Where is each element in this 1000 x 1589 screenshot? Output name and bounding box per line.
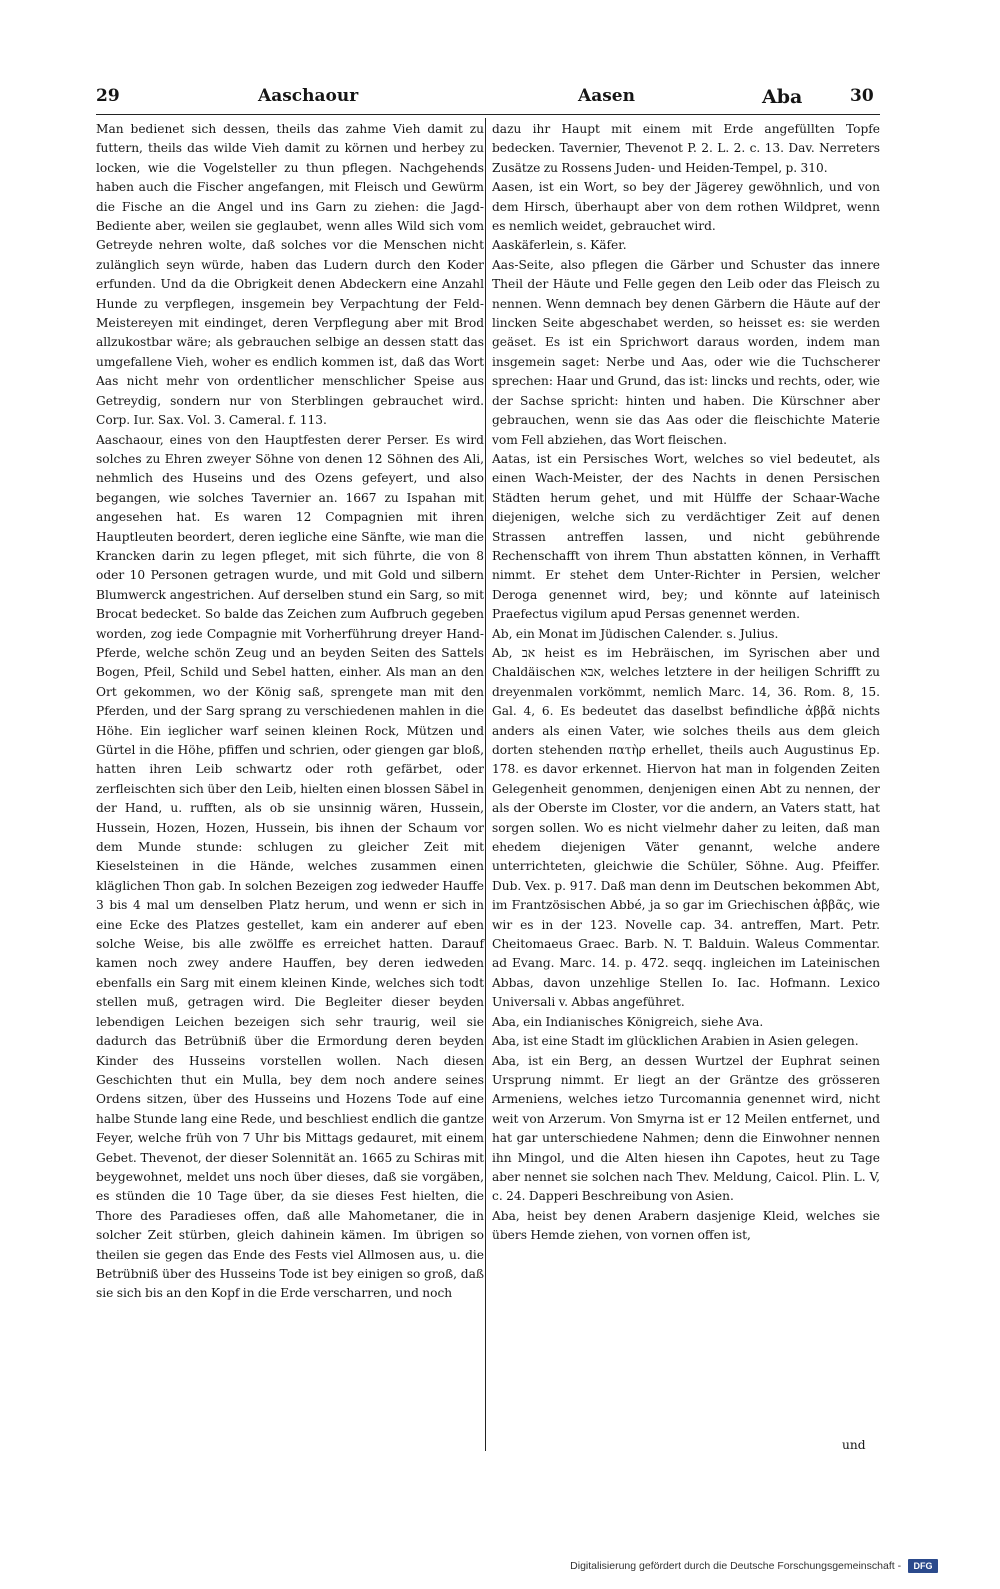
catchword: und	[842, 1438, 866, 1452]
dfg-logo-icon: DFG	[908, 1559, 938, 1573]
paragraph: Aba, heist bey denen Arabern dasjenige Kleid, welches sie übers Hemde ziehen, von vornen offen ist,	[492, 1208, 880, 1243]
page-number-left: 29	[96, 86, 120, 106]
footer-text: Digitalisierung gefördert durch die Deutsche Forschungsgemeinschaft -	[570, 1559, 902, 1572]
paragraph: Aba, ist eine Stadt im glücklichen Arabien in Asien gelegen.	[492, 1034, 859, 1049]
paragraph: Aas-Seite, also pflegen die Gärber und Schuster das innere Theil der Häute und Felle gegen den Leib oder das Fleisch zu nennen. Wenn demnach bey denen Gärbern die Häute auf der lincken Seite abgeschabet werden, so heisset es: sie werden geäset. Es ist ein Sprichwort daraus worden, indem man insgemein saget: Nerbe und Aas, oder wie die Tuchscherer sprechen: Haar und Grund, das ist: lincks und rechts, oder, wie der Sachse spricht: hinten und haben. Die Kürschner aber gebrauchen, wenn sie das Aas oder die fleischichte Materie vom Fell abziehen, das Wort fleischen.	[492, 257, 880, 447]
left-column	[96, 120, 484, 1304]
running-head-middle: Aasen	[578, 86, 635, 106]
paragraph: Man bedienet sich dessen, theils das zahme Vieh damit zu futtern, theils das wilde Vieh damit zu körnen und herbey zu locken, wie die Vogelsteller zu thun pflegen. Nachgehends haben auch die Fischer angefangen, mit Fleisch und Gewürm die Fische an die Angel und ins Garn zu ziehen: die Jagd-Bediente aber, weilen sie geglaubet, wenn alles Wild sich vom Getreyde nehren wolte, daß solches vor die Menschen nicht zulänglich seyn würde, haben das Ludern durch den Koder erfunden. Und da die Obrigkeit denen Abdeckern eine Anzahl Hunde zu verpflegen, insgemein bey Verpachtung der Feld-Meistereyen mit eindinget, deren Verpflegung aber mit Brod allzukostbar wäre; als gebrauchen selbige an dessen statt das umgefallene Vieh, woher es endlich kommen ist, daß das Wort Aas nicht mehr von ordentlicher menschlicher Speise aus Getreydig, sondern nur von Sterblingen gebrauchet wird. Corp. Iur. Sax. Vol. 3. Cameral. f. 113.	[96, 122, 484, 428]
paragraph: Aatas, ist ein Persisches Wort, welches so viel bedeutet, als einen Wach-Meister, der des Nachts in denen Persischen Städten herum gehet, und mit Hülffe der Schaar-Wache diejenigen, welche sich zu verdächtiger Zeit auf denen Strassen antreffen lassen, und nicht gebührende Rechenschafft von ihrem Thun abstatten können, in Verhafft nimmt. Er stehet dem Unter-Richter in Persien, welcher Deroga genennet wird, bey; und könnte auf lateinisch Praefectus vigilum apud Persas genennet werden.	[492, 451, 880, 622]
column-divider	[485, 118, 486, 1451]
footer	[570, 1559, 938, 1573]
page-number-right: 30	[850, 86, 874, 106]
paragraph: Aasen, ist ein Wort, so bey der Jägerey gewöhnlich, und von dem Hirsch, überhaupt aber von dem rothen Wildpret, wenn es nemlich weidet, gebrauchet wird.	[492, 180, 880, 234]
paragraph: Aba, ist ein Berg, an dessen Wurtzel der Euphrat seinen Ursprung nimmt. Er liegt an der Gräntze des grösseren Armeniens, welches ietzo Turcomannia genennet wird, nicht weit von Arzerum. Von Smyrna ist er 12 Meilen entfernet, und hat gar unterschiedene Nahmen; denn die Einwohner nennen ihn Mingol, und die Alten hiesen ihn Capotes, heut zu Tage aber nennet sie solchen nach Thev. Meldung, Caicol. Plin. L. V, c. 24. Dapperi Beschreibung von Asien.	[492, 1053, 880, 1204]
paragraph: Ab, אב heist es im Hebräischen, im Syrischen aber und Chaldäischen אבא, welches letztere in der heiligen Schrifft zu dreyenmalen vorkömmt, nemlich Marc. 14, 36. Rom. 8, 15. Gal. 4, 6. Es bedeutet das daselbst befindliche ἀββᾶ nichts anders als einen Vater, wie solches theils aus dem gleich dorten stehenden πατὴρ erhellet, theils auch Augustinus Ep. 178. es davor erkennet. Hiervon hat man in folgenden Zeiten Gelegenheit genommen, denjenigen einen Abt zu nennen, der als der Oberste im Closter, vor die andern, an Vaters statt, hat sorgen sollen. Wo es nicht vielmehr daher zu leiten, daß man ehedem diejenigen Väter genannt, welche andere unterrichteten, gleichwie die Schüler, Söhne. Aug. Pfeiffer. Dub. Vex. p. 917. Daß man denn im Deutschen bekommen Abt, im Frantzösischen Abbé, ja so gar im Griechischen ἀββᾶς, wie wir es in der 123. Novelle cap. 34. antreffen, Mart. Petr. Cheitomaeus Graec. Barb. N. T. Balduin. Waleus Commentar. ad Evang. Marc. 14. p. 472. seqq. ingleichen im Lateinischen Abbas, davon unzehlige Stellen Io. Iac. Hofmann. Lexico Universali v. Abbas angeführet.	[492, 645, 880, 1010]
paragraph: Aba, ein Indianisches Königreich, siehe Ava.	[492, 1014, 764, 1029]
paragraph: Ab, ein Monat im Jüdischen Calender. s. Julius.	[492, 626, 779, 641]
paragraph: Aaschaour, eines von den Hauptfesten derer Perser. Es wird solches zu Ehren zweyer Söhne von denen 12 Söhnen des Ali, nehmlich des Huseins und des Ozens gefeyert, und also begangen, wie solches Tavernier an. 1667 zu Ispahan mit angesehen hat. Es waren 12 Compagnien mit ihren Hauptleuten beordert, deren iegliche eine Sänfte, wie man die Krancken darin zu legen pfleget, mit sich führte, die von 8 oder 10 Personen getragen wurde, und mit Gold und silbern Blumwerck angestrichen. Auf derselben stund ein Sarg, so mit Brocat bedecket. So balde das Zeichen zum Aufbruch gegeben worden, zog iede Compagnie mit Vorherführung dreyer Hand-Pferde, welche schön Zeug und an beyden Seiten des Sattels Bogen, Pfeil, Schild und Sebel hatten, einher. Als man an den Ort gekommen, wo der König saß, sprengete man mit den Pferden, und der Sarg sprang zu verschiedenen mahlen in die Höhe. Ein ieglicher warf seinen kleinen Rock, Mützen und Gürtel in die Höhe, pfiffen und schrien, oder giengen gar bloß, hatten ihren Leib schwartz oder roth gefärbet, oder zerfleischten sich über den Leib, hielten einen blossen Säbel in der Hand, u. rufften, als ob sie unsinnig wären, Hussein, Hussein, Hozen, Hozen, Hussein, bis ihnen der Schaum vor dem Munde stunde: schlugen zu gleicher Zeit mit Kieselsteinen in die Hände, welches zusammen einen kläglichen Thon gab. In solchen Bezeigen zog iedweder Hauffe 3 bis 4 mal um denselben Platz herum, und wenn er sich in eine Ecke des Platzes gestellet, kam ein anderer auf eben solche Weise, bis alle zwölffe es erreichet hatten. Darauf kamen noch zwey andere Hauffen, bey deren iedweden ebenfalls ein Sarg mit einem kleinen Kinde, welches sich todt stellen muß, getragen wird. Die Begleiter dieser beyden lebendigen Leichen bezeigen sich sehr traurig, weil sie dadurch das Betrübniß über die Ermordung deren beyden Kinder des Husseins vorstellen wollen. Nach diesen Geschichten thut ein Mulla, bey dem noch andere seines Ordens sitzen, über des Husseins und Hozens Tode auf eine halbe Stunde lang eine Rede, und beschliest endlich die gantze Feyer, welche früh von 7 Uhr bis Mittags gedauret, mit einem Gebet. Thevenot, der dieser Solennität an. 1665 zu Schiras mit beygewohnet, meldet uns noch über dieses, daß sie vorgäben, es stünden die 10 Tage über, da sie dieses Fest hielten, die Thore des Paradieses offen, daß alle Mahometaner, die in solcher Zeit stürben, gleich dahinein kämen. Im übrigen so theilen sie gegen das Ende des Fests viel Allmosen aus, u. die Betrübniß über des Husseins Tode ist bey einigen so groß, daß sie sich bis an den Kopf in die Erde verscharren, und noch	[96, 432, 484, 1301]
paragraph: Aaskäferlein, s. Käfer.	[492, 238, 627, 253]
header-rule	[96, 114, 880, 115]
right-column	[492, 120, 880, 1246]
paragraph: dazu ihr Haupt mit einem mit Erde angefüllten Topfe bedecken. Tavernier, Thevenot P. 2. L. 2. c. 13. Dav. Nerreters Zusätze zu Rossens Juden- und Heiden-Tempel, p. 310.	[492, 122, 880, 175]
running-head-right: Aba	[762, 86, 803, 108]
running-head-left: Aaschaour	[258, 86, 359, 106]
